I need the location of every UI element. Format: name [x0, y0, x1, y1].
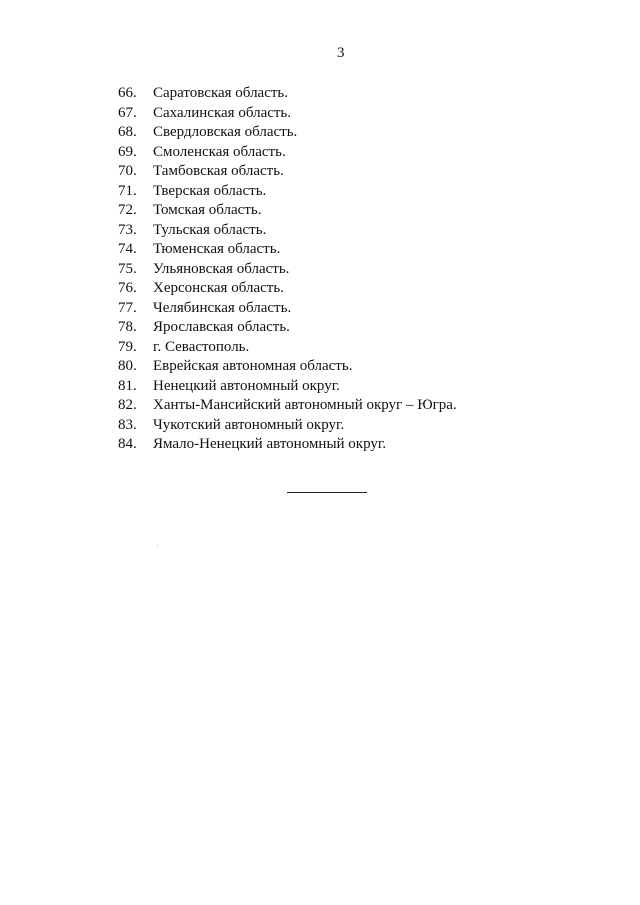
list-item	[118, 162, 457, 182]
list-item	[118, 182, 457, 202]
item-text: г. Севастополь.	[153, 338, 250, 355]
scan-speck	[157, 545, 158, 546]
item-text: Свердловская область.	[153, 124, 298, 140]
item-number: 72.	[118, 202, 137, 218]
item-number: 81.	[118, 377, 137, 394]
item-number: 75.	[118, 260, 137, 277]
list-item	[118, 357, 457, 377]
item-text: Ненецкий автономный округ.	[153, 377, 340, 394]
item-text: Томская область.	[153, 202, 262, 218]
item-number: 76.	[118, 280, 137, 296]
list-item	[118, 435, 457, 455]
list-item	[118, 104, 457, 124]
list-item	[118, 221, 457, 241]
item-text: Еврейская автономная область.	[153, 358, 353, 374]
item-text: Тамбовская область.	[153, 163, 284, 179]
list-item	[118, 123, 457, 143]
item-number: 69.	[118, 143, 137, 160]
item-number: 74.	[118, 241, 137, 257]
item-number: 84.	[118, 436, 137, 452]
item-text: Тверская область.	[153, 182, 267, 199]
item-number: 70.	[118, 163, 137, 179]
list-item	[118, 143, 457, 163]
list-item	[118, 396, 457, 416]
item-number: 82.	[118, 397, 137, 413]
item-text: Челябинская область.	[153, 299, 292, 316]
list-item	[118, 299, 457, 319]
list-item	[118, 240, 457, 260]
item-text: Тюменская область.	[153, 241, 281, 257]
list-item	[118, 260, 457, 280]
item-text: Саратовская область.	[153, 85, 289, 101]
item-number: 77.	[118, 299, 137, 316]
region-list	[118, 84, 457, 455]
item-number: 68.	[118, 124, 137, 140]
item-number: 67.	[118, 104, 137, 121]
item-text: Чукотский автономный округ.	[153, 416, 345, 433]
item-text: Смоленская область.	[153, 143, 286, 160]
item-number: 78.	[118, 319, 137, 335]
list-item	[118, 201, 457, 221]
item-number: 79.	[118, 338, 137, 355]
list-item	[118, 338, 457, 358]
list-item	[118, 279, 457, 299]
list-item	[118, 416, 457, 436]
item-text: Сахалинская область.	[153, 104, 292, 121]
page-number: 3	[337, 45, 345, 61]
item-number: 80.	[118, 358, 137, 374]
item-number: 83.	[118, 416, 137, 433]
item-text: Ярославская область.	[153, 319, 290, 335]
item-number: 73.	[118, 221, 137, 238]
item-text: Херсонская область.	[153, 280, 284, 296]
item-text: Ямало-Ненецкий автономный округ.	[153, 436, 387, 452]
item-text: Тульская область.	[153, 221, 267, 238]
item-text: Ханты-Мансийский автономный округ – Югра.	[153, 397, 457, 413]
item-number: 66.	[118, 85, 137, 101]
end-of-list-rule	[287, 492, 367, 493]
item-text: Ульяновская область.	[153, 260, 290, 277]
list-item	[118, 84, 457, 104]
list-item	[118, 377, 457, 397]
item-number: 71.	[118, 182, 137, 199]
list-item	[118, 318, 457, 338]
